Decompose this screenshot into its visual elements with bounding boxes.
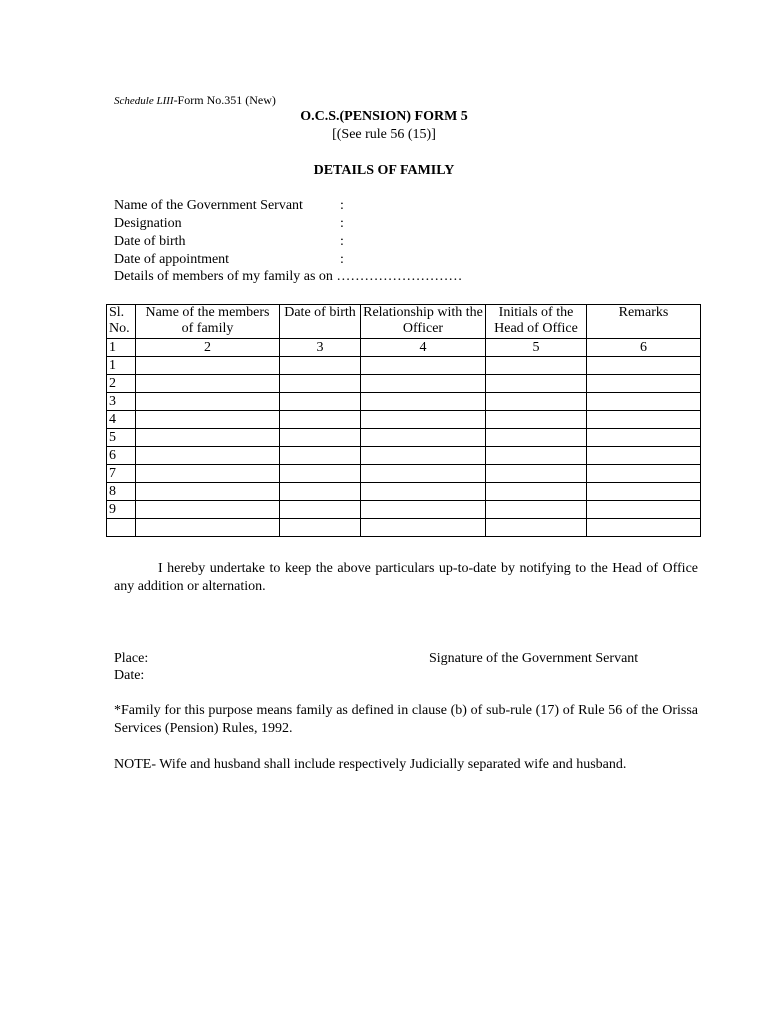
- field-dob-label: Date of birth: [114, 234, 186, 249]
- table-row: [107, 393, 701, 411]
- member-name-cell[interactable]: [136, 357, 280, 375]
- rule-reference: [(See rule 56 (15)]: [332, 127, 436, 142]
- remarks-cell[interactable]: [587, 519, 701, 537]
- table-row: [107, 429, 701, 447]
- row-serial: 8: [107, 483, 136, 501]
- remarks-cell[interactable]: [587, 429, 701, 447]
- column-number: 2: [136, 339, 280, 357]
- signature-label: Signature of the Government Servant: [429, 651, 639, 666]
- initials-cell[interactable]: [486, 447, 587, 465]
- member-name-cell[interactable]: [136, 465, 280, 483]
- dob-cell[interactable]: [280, 411, 361, 429]
- table-row: [107, 501, 701, 519]
- initials-cell[interactable]: [486, 465, 587, 483]
- member-name-cell[interactable]: [136, 375, 280, 393]
- relationship-cell[interactable]: [361, 447, 486, 465]
- row-serial: 9: [107, 501, 136, 519]
- member-name-cell[interactable]: [136, 393, 280, 411]
- member-name-cell[interactable]: [136, 411, 280, 429]
- relationship-cell[interactable]: [361, 465, 486, 483]
- initials-cell[interactable]: [486, 375, 587, 393]
- relationship-cell[interactable]: [361, 357, 486, 375]
- header-sl-no: Sl. No.: [107, 305, 136, 339]
- remarks-cell[interactable]: [587, 465, 701, 483]
- dob-cell[interactable]: [280, 501, 361, 519]
- note: NOTE- Wife and husband shall include respectively Judicially separated wife and husband.: [114, 757, 627, 772]
- relationship-cell[interactable]: [361, 483, 486, 501]
- row-serial: 2: [107, 375, 136, 393]
- family-details-table: [106, 304, 701, 537]
- header-head-initials: Initials of the Head of Office: [486, 305, 587, 339]
- field-designation-colon: :: [340, 216, 344, 231]
- dob-cell[interactable]: [280, 375, 361, 393]
- table-row: [107, 411, 701, 429]
- form-title: O.C.S.(PENSION) FORM 5: [300, 109, 468, 124]
- row-serial: 5: [107, 429, 136, 447]
- table-row: [107, 447, 701, 465]
- row-serial: 7: [107, 465, 136, 483]
- page-heading: DETAILS OF FAMILY: [313, 163, 455, 178]
- dob-cell[interactable]: [280, 483, 361, 501]
- initials-cell[interactable]: [486, 519, 587, 537]
- date-label: Date:: [114, 668, 145, 683]
- initials-cell[interactable]: [486, 483, 587, 501]
- table-row: [107, 357, 701, 375]
- column-number: 4: [361, 339, 486, 357]
- field-family-details-label: Details of members of my family as on ………………………: [114, 269, 463, 284]
- relationship-cell[interactable]: [361, 501, 486, 519]
- dob-cell[interactable]: [280, 519, 361, 537]
- schedule-italic: Schedule LIII: [114, 95, 174, 107]
- relationship-cell[interactable]: [361, 393, 486, 411]
- remarks-cell[interactable]: [587, 501, 701, 519]
- column-number: 5: [486, 339, 587, 357]
- row-serial: [107, 519, 136, 537]
- remarks-cell[interactable]: [587, 357, 701, 375]
- field-name-label: Name of the Government Servant: [114, 198, 303, 213]
- field-dob-colon: :: [340, 234, 344, 249]
- initials-cell[interactable]: [486, 429, 587, 447]
- header-relationship: Relationship with the Officer: [361, 305, 486, 339]
- header-member-name: Name of the members of family: [136, 305, 280, 339]
- dob-cell[interactable]: [280, 393, 361, 411]
- relationship-cell[interactable]: [361, 429, 486, 447]
- remarks-cell[interactable]: [587, 483, 701, 501]
- remarks-cell[interactable]: [587, 411, 701, 429]
- column-number-row: [107, 339, 701, 357]
- initials-cell[interactable]: [486, 411, 587, 429]
- table-row: [107, 375, 701, 393]
- header-date-of-birth: Date of birth: [280, 305, 361, 339]
- member-name-cell[interactable]: [136, 447, 280, 465]
- member-name-cell[interactable]: [136, 483, 280, 501]
- column-number: 1: [107, 339, 136, 357]
- column-number: 6: [587, 339, 701, 357]
- member-name-cell[interactable]: [136, 519, 280, 537]
- initials-cell[interactable]: [486, 501, 587, 519]
- schedule-rest: -Form No.351 (New): [173, 93, 276, 107]
- remarks-cell[interactable]: [587, 447, 701, 465]
- relationship-cell[interactable]: [361, 375, 486, 393]
- initials-cell[interactable]: [486, 357, 587, 375]
- place-label: Place:: [114, 651, 149, 666]
- member-name-cell[interactable]: [136, 429, 280, 447]
- row-serial: 3: [107, 393, 136, 411]
- table-row: [107, 483, 701, 501]
- column-number: 3: [280, 339, 361, 357]
- family-footnote: *Family for this purpose means family as defined in clause (b) of sub-rule (17) of Rule 56 of the Orissa Services (Pension) Rules, 1992.: [114, 703, 698, 736]
- relationship-cell[interactable]: [361, 519, 486, 537]
- dob-cell[interactable]: [280, 465, 361, 483]
- dob-cell[interactable]: [280, 429, 361, 447]
- row-serial: 6: [107, 447, 136, 465]
- row-serial: 1: [107, 357, 136, 375]
- field-designation-label: Designation: [114, 216, 182, 231]
- initials-cell[interactable]: [486, 393, 587, 411]
- member-name-cell[interactable]: [136, 501, 280, 519]
- remarks-cell[interactable]: [587, 393, 701, 411]
- field-appointment-colon: :: [340, 252, 344, 267]
- remarks-cell[interactable]: [587, 375, 701, 393]
- table-row: [107, 465, 701, 483]
- row-serial: 4: [107, 411, 136, 429]
- table-row: [107, 519, 701, 537]
- field-appointment-label: Date of appointment: [114, 252, 230, 267]
- header-remarks: Remarks: [587, 305, 701, 339]
- field-name-colon: :: [340, 198, 344, 213]
- dob-cell[interactable]: [280, 447, 361, 465]
- undertaking-paragraph: I hereby undertake to keep the above particulars up-to-date by notifying to the Head of Office any addition or alternation.: [114, 561, 698, 594]
- dob-cell[interactable]: [280, 357, 361, 375]
- relationship-cell[interactable]: [361, 411, 486, 429]
